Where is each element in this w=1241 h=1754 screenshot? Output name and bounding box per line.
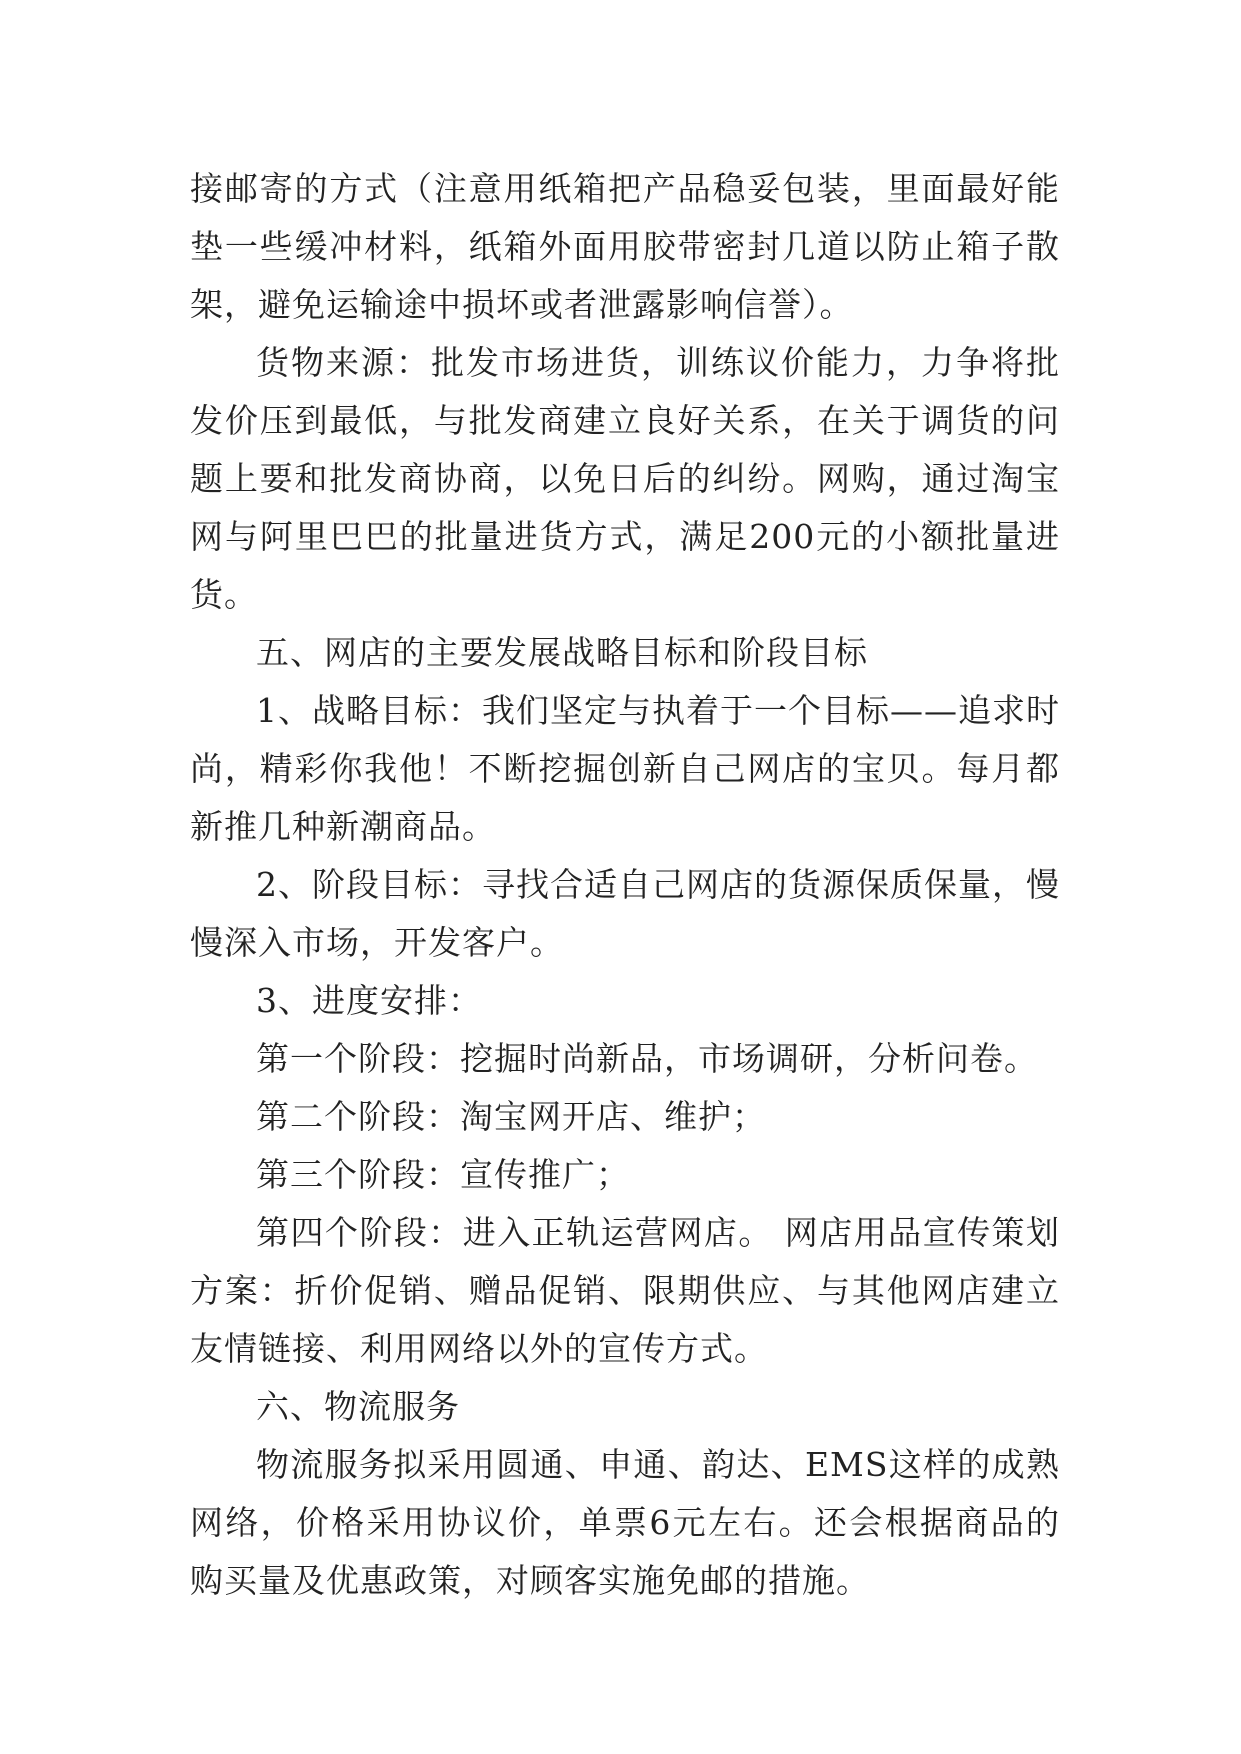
paragraph-stage-three: 第三个阶段：宣传推广； <box>256 1155 630 1194</box>
paragraph-logistics: 物流服务拟采用圆通、申通、韵达、EMS这样的成熟网络，价格采用协议价，单票6元左右。还会根据商品的购买量及优惠政策，对顾客实施免邮的措施。 <box>190 1445 1060 1600</box>
document-body <box>190 160 1060 1610</box>
paragraph-stage-two: 第二个阶段：淘宝网开店、维护； <box>256 1097 766 1136</box>
paragraph-stage-one: 第一个阶段：挖掘时尚新品，市场调研，分析问卷。 <box>256 1039 1038 1078</box>
paragraph-strategic-goal: 1、战略目标：我们坚定与执着于一个目标——追求时尚，精彩你我他！不断挖掘创新自己网店的宝贝。每月都新推几种新潮商品。 <box>190 691 1060 846</box>
heading-section-five: 五、网店的主要发展战略目标和阶段目标 <box>256 633 868 672</box>
heading-section-six: 六、物流服务 <box>256 1387 460 1426</box>
paragraph-stage-goal: 2、阶段目标：寻找合适自己网店的货源保质保量，慢慢深入市场，开发客户。 <box>190 865 1060 962</box>
paragraph-shipping-continued: 接邮寄的方式（注意用纸箱把产品稳妥包装，里面最好能垫一些缓冲材料，纸箱外面用胶带密封几道以防止箱子散架，避免运输途中损坏或者泄露影响信誉）。 <box>190 169 1060 324</box>
paragraph-stage-four: 第四个阶段：进入正轨运营网店。 网店用品宣传策划方案：折价促销、赠品促销、限期供应、与其他网店建立友情链接、利用网络以外的宣传方式。 <box>190 1213 1060 1368</box>
paragraph-goods-source: 货物来源：批发市场进货，训练议价能力，力争将批发价压到最低，与批发商建立良好关系，在关于调货的问题上要和批发商协商，以免日后的纠纷。网购，通过淘宝网与阿里巴巴的批量进货方式，满足200元的小额批量进货。 <box>190 343 1060 614</box>
paragraph-schedule: 3、进度安排： <box>256 981 482 1020</box>
